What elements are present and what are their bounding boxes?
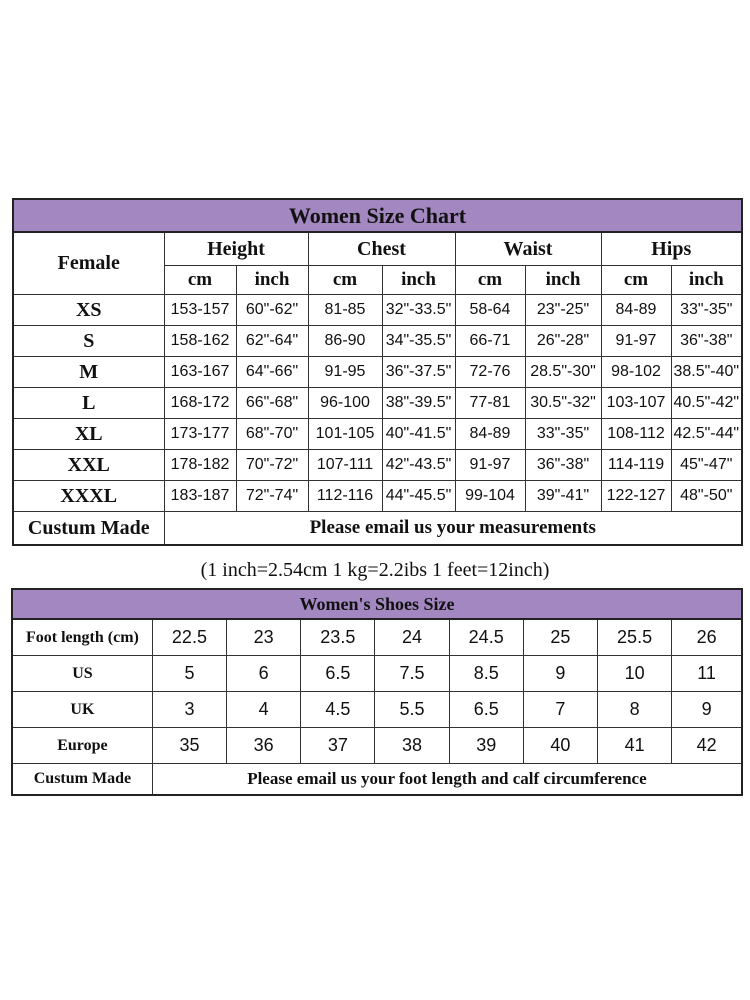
height-inch-cell: 62"-64"	[236, 326, 308, 357]
waist-cm-cell: 72-76	[455, 357, 525, 388]
height-inch-cell: 68"-70"	[236, 419, 308, 450]
waist-cm-cell: 58-64	[455, 295, 525, 326]
hips-cm-cell: 103-107	[601, 388, 671, 419]
hips-inch-cell: 42.5"-44"	[671, 419, 742, 450]
table-row	[12, 619, 742, 656]
waist-header: Waist	[455, 232, 601, 266]
foot-length-cell: 23	[227, 619, 301, 656]
height-cm-cell: 178-182	[164, 450, 236, 481]
europe-size-cell: 36	[227, 728, 301, 764]
foot-length-cell: 24	[375, 619, 449, 656]
height-cm-cell: 153-157	[164, 295, 236, 326]
waist-inch-cell: 30.5"-32"	[525, 388, 601, 419]
unit-inch: inch	[671, 266, 742, 295]
size-label: XXL	[13, 450, 164, 481]
foot-length-cell: 25.5	[597, 619, 671, 656]
europe-size-cell: 38	[375, 728, 449, 764]
us-size-cell: 9	[523, 656, 597, 692]
size-label: XS	[13, 295, 164, 326]
hips-inch-cell: 36"-38"	[671, 326, 742, 357]
table-row	[12, 728, 742, 764]
height-cm-cell: 168-172	[164, 388, 236, 419]
europe-size-cell: 39	[449, 728, 523, 764]
hips-cm-cell: 91-97	[601, 326, 671, 357]
us-size-cell: 6.5	[301, 656, 375, 692]
chest-cm-cell: 96-100	[308, 388, 382, 419]
size-label: M	[13, 357, 164, 388]
waist-cm-cell: 91-97	[455, 450, 525, 481]
europe-size-cell: 40	[523, 728, 597, 764]
shoes-chart-title-row	[12, 589, 742, 619]
shoes-custom-made-row	[12, 764, 742, 796]
chest-cm-cell: 91-95	[308, 357, 382, 388]
foot-length-cell: 24.5	[449, 619, 523, 656]
hips-inch-cell: 38.5"-40"	[671, 357, 742, 388]
foot-length-label: Foot length (cm)	[12, 619, 152, 656]
hips-inch-cell: 45"-47"	[671, 450, 742, 481]
us-size-cell: 7.5	[375, 656, 449, 692]
uk-size-cell: 3	[152, 692, 226, 728]
height-cm-cell: 183-187	[164, 481, 236, 512]
hips-inch-cell: 33"-35"	[671, 295, 742, 326]
chest-inch-cell: 40"-41.5"	[382, 419, 455, 450]
waist-inch-cell: 28.5"-30"	[525, 357, 601, 388]
hips-inch-cell: 48"-50"	[671, 481, 742, 512]
us-size-cell: 8.5	[449, 656, 523, 692]
chest-inch-cell: 38"-39.5"	[382, 388, 455, 419]
uk-size-cell: 9	[672, 692, 742, 728]
hips-header: Hips	[601, 232, 742, 266]
table-row	[13, 450, 742, 481]
us-size-cell: 10	[597, 656, 671, 692]
height-inch-cell: 66"-68"	[236, 388, 308, 419]
uk-size-cell: 6.5	[449, 692, 523, 728]
height-inch-cell: 72"-74"	[236, 481, 308, 512]
waist-cm-cell: 77-81	[455, 388, 525, 419]
europe-label: Europe	[12, 728, 152, 764]
size-label: S	[13, 326, 164, 357]
waist-inch-cell: 26"-28"	[525, 326, 601, 357]
hips-cm-cell: 108-112	[601, 419, 671, 450]
us-label: US	[12, 656, 152, 692]
waist-inch-cell: 36"-38"	[525, 450, 601, 481]
height-cm-cell: 158-162	[164, 326, 236, 357]
us-size-cell: 11	[672, 656, 742, 692]
chest-inch-cell: 44"-45.5"	[382, 481, 455, 512]
hips-cm-cell: 114-119	[601, 450, 671, 481]
hips-cm-cell: 84-89	[601, 295, 671, 326]
height-header: Height	[164, 232, 308, 266]
custom-made-message: Please email us your measurements	[164, 512, 742, 546]
uk-size-cell: 4.5	[301, 692, 375, 728]
table-row	[13, 419, 742, 450]
size-label: XL	[13, 419, 164, 450]
uk-size-cell: 5.5	[375, 692, 449, 728]
uk-size-cell: 4	[227, 692, 301, 728]
height-inch-cell: 64"-66"	[236, 357, 308, 388]
chest-cm-cell: 112-116	[308, 481, 382, 512]
custom-made-label: Custum Made	[13, 512, 164, 546]
size-chart-title-row	[13, 199, 742, 232]
waist-inch-cell: 39"-41"	[525, 481, 601, 512]
height-cm-cell: 173-177	[164, 419, 236, 450]
waist-cm-cell: 99-104	[455, 481, 525, 512]
europe-size-cell: 37	[301, 728, 375, 764]
us-size-cell: 5	[152, 656, 226, 692]
uk-label: UK	[12, 692, 152, 728]
size-chart-title: Women Size Chart	[13, 199, 742, 232]
us-size-cell: 6	[227, 656, 301, 692]
conversion-note: (1 inch=2.54cm 1 kg=2.2ibs 1 feet=12inch)	[200, 559, 550, 581]
size-label: XXXL	[13, 481, 164, 512]
chest-cm-cell: 86-90	[308, 326, 382, 357]
height-inch-cell: 60"-62"	[236, 295, 308, 326]
unit-cm: cm	[308, 266, 382, 295]
height-inch-cell: 70"-72"	[236, 450, 308, 481]
unit-inch: inch	[382, 266, 455, 295]
table-row	[12, 656, 742, 692]
table-row	[13, 481, 742, 512]
custom-made-row	[13, 512, 742, 546]
chest-cm-cell: 107-111	[308, 450, 382, 481]
size-chart-group-row	[13, 232, 742, 266]
shoes-custom-made-message: Please email us your foot length and calf circumference	[152, 764, 742, 796]
shoes-custom-made-label: Custum Made	[12, 764, 152, 796]
foot-length-cell: 25	[523, 619, 597, 656]
chest-inch-cell: 36"-37.5"	[382, 357, 455, 388]
europe-size-cell: 35	[152, 728, 226, 764]
waist-cm-cell: 84-89	[455, 419, 525, 450]
chest-inch-cell: 42"-43.5"	[382, 450, 455, 481]
europe-size-cell: 42	[672, 728, 742, 764]
uk-size-cell: 7	[523, 692, 597, 728]
table-row	[12, 692, 742, 728]
height-cm-cell: 163-167	[164, 357, 236, 388]
hips-cm-cell: 122-127	[601, 481, 671, 512]
women-size-chart	[12, 198, 743, 546]
waist-inch-cell: 33"-35"	[525, 419, 601, 450]
female-header: Female	[13, 232, 164, 295]
foot-length-cell: 26	[672, 619, 742, 656]
table-row	[13, 357, 742, 388]
table-row	[13, 295, 742, 326]
foot-length-cell: 22.5	[152, 619, 226, 656]
uk-size-cell: 8	[597, 692, 671, 728]
chest-header: Chest	[308, 232, 455, 266]
hips-cm-cell: 98-102	[601, 357, 671, 388]
unit-inch: inch	[525, 266, 601, 295]
table-row	[13, 388, 742, 419]
waist-cm-cell: 66-71	[455, 326, 525, 357]
shoes-chart-title: Women's Shoes Size	[12, 589, 742, 619]
waist-inch-cell: 23"-25"	[525, 295, 601, 326]
europe-size-cell: 41	[597, 728, 671, 764]
unit-cm: cm	[601, 266, 671, 295]
womens-shoes-size-chart	[11, 588, 743, 796]
chest-inch-cell: 34"-35.5"	[382, 326, 455, 357]
foot-length-cell: 23.5	[301, 619, 375, 656]
unit-inch: inch	[236, 266, 308, 295]
size-label: L	[13, 388, 164, 419]
unit-cm: cm	[164, 266, 236, 295]
unit-cm: cm	[455, 266, 525, 295]
chest-inch-cell: 32"-33.5"	[382, 295, 455, 326]
chest-cm-cell: 101-105	[308, 419, 382, 450]
table-row	[13, 326, 742, 357]
chest-cm-cell: 81-85	[308, 295, 382, 326]
hips-inch-cell: 40.5"-42"	[671, 388, 742, 419]
